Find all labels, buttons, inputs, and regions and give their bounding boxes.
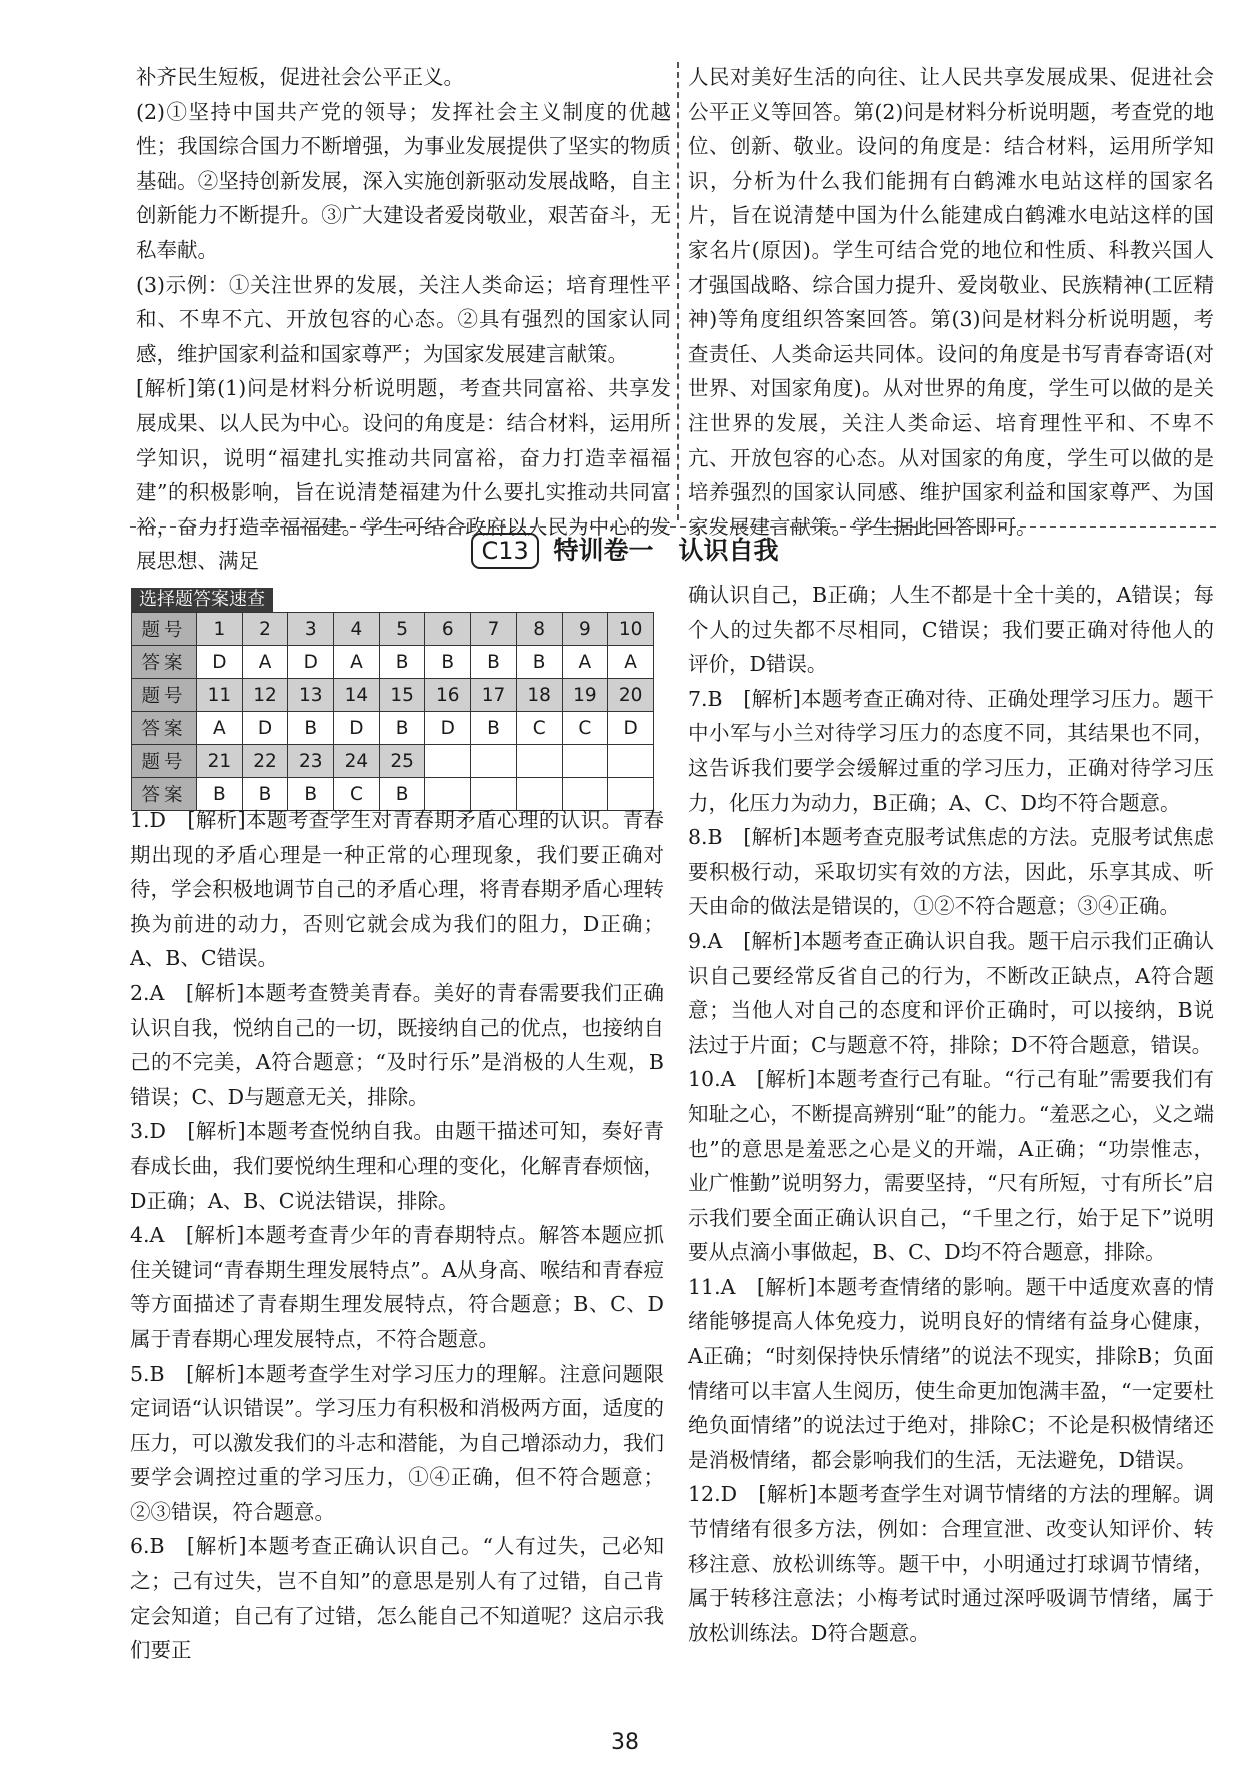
question-number: 25 [379, 745, 425, 778]
answer-cell: D [242, 712, 288, 745]
question-number: 17 [471, 679, 517, 712]
answer-cell: B [242, 778, 288, 811]
answer-cell: D [334, 712, 380, 745]
question-number: 5 [379, 613, 425, 646]
row-label: 题号 [132, 613, 197, 646]
answer-cell: D [288, 646, 334, 679]
answer-cell: B [288, 778, 334, 811]
table-row [132, 679, 654, 712]
answer-explanation: 9.A [解析]本题考查正确认识自我。题干启示我们正确认识自己要经常反省自己的行为，不断改正缺点，A符合题意；当他人对自己的态度和评价正确时，可以接纳，B说法过于片面；C与题意不符，排除；D不符合题意，错误。 [688, 928, 1214, 1057]
question-number: 21 [197, 745, 243, 778]
answer-cell: A [242, 646, 288, 679]
question-number: 20 [608, 679, 654, 712]
answer-explanation: 7.B [解析]本题考查正确对待、正确处理学习压力。题干中小军与小兰对待学习压力的态度不同，其结果也不同，这告诉我们要学会缓解过重的学习压力，正确对待学习压力，化压力为动力，B正确；A、C、D均不符合题意。 [688, 686, 1214, 815]
answer-cell: A [562, 646, 608, 679]
answer-explanation: 11.A [解析]本题考查情绪的影响。题干中适度欢喜的情绪能够提高人体免疫力，说明良好的情绪有益身心健康，A正确；“时刻保持快乐情绪”的说法不现实，排除B；负面情绪可以丰富人生阅历，使生命更加饱满丰盈，“一定要杜绝负面情绪”的说法过于绝对，排除C；不论是积极情绪还是消极情绪，都会影响我们的生活，无法避免，D错误。 [688, 1274, 1214, 1472]
answer-cell: A [197, 712, 243, 745]
answer-cell: B [379, 646, 425, 679]
question-number: 2 [242, 613, 288, 646]
question-number: 1 [197, 613, 243, 646]
section-divider [130, 526, 1216, 528]
question-number: 10 [608, 613, 654, 646]
answer-table-box [131, 588, 654, 811]
question-number: 15 [379, 679, 425, 712]
paragraph: 人民对美好生活的向往、让人民共享发展成果、促进社会公平正义等回答。第(2)问是材料分析说明题，考查党的地位、创新、敬业。设问的角度是：结合材料，运用所学知识，分析为什么我们能拥有白鹤滩水电站这样的国家名片，旨在说清楚中国为什么能建成白鹤滩水电站这样的国家名片(原因)。学生可结合党的地位和性质、科教兴国人才强国战略、综合国力提升、爱岗敬业、民族精神(工匠精神)等角度组织答案回答。第(3)问是材料分析说明题，考查责任、人类命运共同体。设问的角度是书写青春寄语(对世界、对国家角度)。从对世界的角度，学生可以做的是关注世界的发展，关注人类命运、培育理性平和、不卑不亢、开放包容的心态。从对国家的角度，学生可以做的是培养强烈的国家认同感、维护国家利益和国家尊严、为国家发展建言献策。学生据此回答即可。 [688, 65, 1214, 539]
question-number: 18 [516, 679, 562, 712]
empty-cell [471, 745, 517, 778]
paragraph: [解析]第(1)问是材料分析说明题，考查共同富裕、共享发展成果、以人民为中心。设问的角度是：结合材料，运用所学知识，说明“福建扎实推动共同富裕，奋力打造幸福福建”的积极影响，旨在说清楚福建为什么要扎实推动共同富裕，奋力打造幸福福建。学生可结合政府以人民为中心的发展思想、满足 [136, 376, 671, 574]
answer-explanation: 6.B [解析]本题考查正确认识自己。“人有过失，己必知之；己有过失，岂不自知”的意思是别人有了过错，自己肯定会知道；自己有了过错，怎么能自己不知道呢？这启示我们要正 [130, 1534, 664, 1663]
question-number: 16 [425, 679, 471, 712]
row-label: 题号 [132, 679, 197, 712]
table-row [132, 712, 654, 745]
column-divider [677, 62, 679, 520]
answer-explanation: 3.D [解析]本题考查悦纳自我。由题干描述可知，奏好青春成长曲，我们要悦纳生理和心理的变化，化解青春烦恼，D正确；A、B、C说法错误，排除。 [130, 1119, 664, 1213]
answer-cell: B [379, 712, 425, 745]
question-number: 3 [288, 613, 334, 646]
question-number: 13 [288, 679, 334, 712]
table-row [132, 646, 654, 679]
answer-cell: A [608, 646, 654, 679]
answer-table-header: 选择题答案速查 [131, 588, 273, 612]
answer-cell: C [516, 712, 562, 745]
section-heading: 特训卷一 认识自我 [553, 536, 779, 565]
answer-cell: D [425, 712, 471, 745]
paragraph: 补齐民生短板，促进社会公平正义。 [136, 65, 464, 89]
answer-explanation: 1.D [解析]本题考查学生对青春期矛盾心理的认识。青春期出现的矛盾心理是一种正常的心理现象，我们要正确对待，学会积极地调节自己的矛盾心理，将青春期矛盾心理转换为前进的动力，否则它就会成为我们的阻力，D正确；A、B、C错误。 [130, 808, 664, 971]
top-right-column [688, 60, 1214, 544]
answer-cell: B [379, 778, 425, 811]
row-label: 答案 [132, 778, 197, 811]
answer-cell: D [197, 646, 243, 679]
empty-cell [608, 745, 654, 778]
question-number: 9 [562, 613, 608, 646]
question-number: 6 [425, 613, 471, 646]
question-number: 19 [562, 679, 608, 712]
answer-explanation: 10.A [解析]本题考查行己有耻。“行己有耻”需要我们有知耻之心，不断提高辨别“耻”的能力。“羞恶之心，义之端也”的意思是羞恶之心是义的开端，A正确；“功崇惟志，业广惟勤”说明努力，需要坚持，“尺有所短，寸有所长”启示我们要全面正确认识自己，“千里之行，始于足下”说明要从点滴小事做起，B、C、D均不符合题意，排除。 [688, 1067, 1214, 1265]
row-label: 答案 [132, 712, 197, 745]
paragraph: (2)①坚持中国共产党的领导；发挥社会主义制度的优越性；我国综合国力不断增强，为事业发展提供了坚实的物质基础。②坚持创新发展，深入实施创新驱动发展战略，自主创新能力不断提升。③广大建设者爱岗敬业，艰苦奋斗，无私奉献。 [136, 99, 671, 262]
answer-cell: C [334, 778, 380, 811]
answer-cell: B [471, 646, 517, 679]
row-label: 题号 [132, 745, 197, 778]
answer-cell: D [608, 712, 654, 745]
question-number: 23 [288, 745, 334, 778]
answer-cell: B [197, 778, 243, 811]
answer-cell: C [562, 712, 608, 745]
answer-cell: B [288, 712, 334, 745]
question-number: 24 [334, 745, 380, 778]
question-number: 22 [242, 745, 288, 778]
answer-explanation: 8.B [解析]本题考查克服考试焦虑的方法。克服考试焦虑要积极行动，采取切实有效的方法，因此，乐享其成、听天由命的做法是错误的，①②不符合题意；③④正确。 [688, 825, 1214, 919]
answer-cell: B [516, 646, 562, 679]
answer-cell: B [471, 712, 517, 745]
answer-cell: B [425, 646, 471, 679]
answer-explanation: 12.D [解析]本题考查学生对调节情绪的方法的理解。调节情绪有很多方法，例如：合理宣泄、改变认知评价、转移注意、放松训练等。题干中，小明通过打球调节情绪，属于转移注意法；小梅考试时通过深呼吸调节情绪，属于放松训练法。D符合题意。 [688, 1482, 1214, 1645]
question-number: 11 [197, 679, 243, 712]
answer-explanation: 确认识自己，B正确；人生不都是十全十美的，A错误；每个人的过失都不尽相同，C错误；我们要正确对待他人的评价，D错误。 [688, 583, 1214, 677]
paragraph: (3)示例：①关注世界的发展，关注人类命运；培育理性平和、不卑不亢、开放包容的心态。②具有强烈的国家认同感，维护国家利益和国家尊严；为国家发展建言献策。 [136, 272, 671, 366]
question-number: 8 [516, 613, 562, 646]
bottom-right-column [688, 578, 1214, 1650]
section-title [0, 531, 1250, 571]
bottom-left-column [130, 803, 664, 1668]
answer-cell: A [334, 646, 380, 679]
table-row [132, 745, 654, 778]
question-number: 7 [471, 613, 517, 646]
answer-explanation: 2.A [解析]本题考查赞美青春。美好的青春需要我们正确认识自我，悦纳自己的一切，既接纳自己的优点，也接纳自己的不完美，A符合题意；“及时行乐”是消极的人生观，B错误；C、D与题意无关，排除。 [130, 980, 664, 1109]
table-row [132, 613, 654, 646]
row-label: 答案 [132, 646, 197, 679]
answer-table [131, 612, 654, 811]
section-code: C13 [471, 533, 538, 569]
page-number: 38 [611, 1730, 639, 1755]
question-number: 12 [242, 679, 288, 712]
answer-explanation: 5.B [解析]本题考查学生对学习压力的理解。注意问题限定词语“认识错误”。学习压力有积极和消极两方面，适度的压力，可以激发我们的斗志和潜能，为自己增添动力，我们要学会调控过重的学习压力，①④正确，但不符合题意；②③错误，符合题意。 [130, 1361, 664, 1524]
empty-cell [562, 745, 608, 778]
question-number: 14 [334, 679, 380, 712]
empty-cell [516, 745, 562, 778]
answer-explanation: 4.A [解析]本题考查青少年的青春期特点。解答本题应抓住关键词“青春期生理发展特点”。A从身高、喉结和青春痘等方面描述了青春期生理发展特点，符合题意；B、C、D属于青春期心理发展特点，不符合题意。 [130, 1223, 664, 1351]
top-left-column [136, 60, 671, 579]
empty-cell [425, 745, 471, 778]
question-number: 4 [334, 613, 380, 646]
